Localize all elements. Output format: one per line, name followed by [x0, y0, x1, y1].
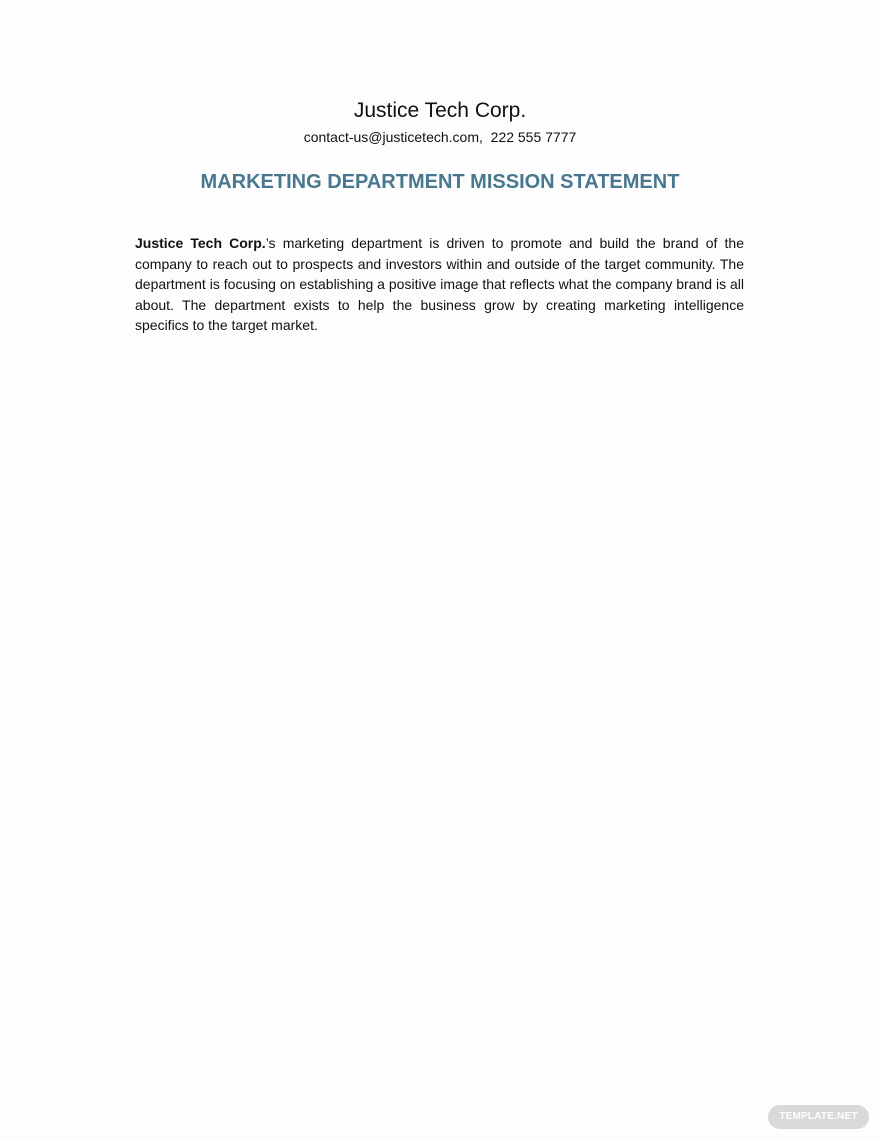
document-title: MARKETING DEPARTMENT MISSION STATEMENT	[200, 171, 680, 193]
mission-statement-paragraph	[135, 233, 744, 336]
mission-statement-text: ’s marketing department is driven to promote and build the brand of the company to reach out to prospects and investors within and outside of the target community. The department is focusing on establishing a positive image that reflects what the company brand is all about. The department exists to help the business grow by creating marketing intelligence specifics to the target market.	[135, 235, 744, 333]
company-name: Justice Tech Corp.	[353, 99, 527, 122]
contact-info: contact-us@justicetech.com, 222 555 7777	[303, 129, 577, 145]
company-name-bold: Justice Tech Corp.	[135, 235, 266, 251]
template-watermark-badge[interactable]: TEMPLATE.NET	[768, 1105, 869, 1129]
